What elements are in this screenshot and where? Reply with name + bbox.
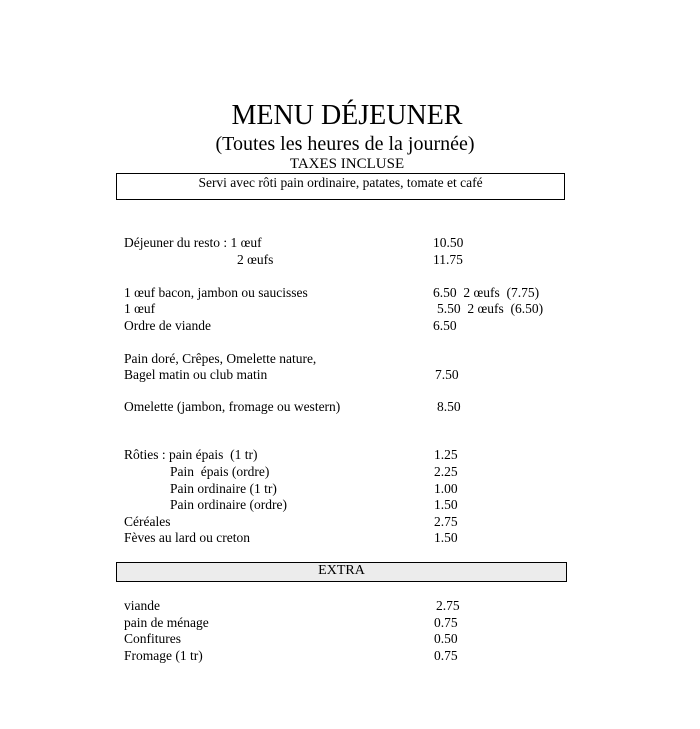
menu-item-price: 5.50 2 œufs (6.50) — [437, 301, 544, 316]
menu-item-price: 11.75 — [433, 252, 463, 267]
menu-item-price: 8.50 — [437, 399, 461, 414]
taxes-note: TAXES INCLUSE — [289, 156, 405, 172]
extra-item-price: 0.75 — [434, 648, 458, 663]
extra-item-label: viande — [124, 598, 160, 613]
menu-item-price: 2.25 — [434, 464, 458, 479]
menu-item-price: 7.50 — [435, 367, 459, 382]
menu-item-label: Fèves au lard ou creton — [124, 530, 250, 545]
extra-item-price: 0.75 — [434, 615, 458, 630]
menu-item-label: Rôties : pain épais (1 tr) — [124, 447, 258, 462]
menu-item-label: Omelette (jambon, fromage ou western) — [124, 399, 341, 414]
page-subtitle: (Toutes les heures de la journée) — [215, 133, 475, 155]
menu-item-price: 6.50 — [433, 318, 457, 333]
menu-item-price: 1.00 — [434, 481, 458, 496]
menu-item-label: Ordre de viande — [124, 318, 211, 333]
extra-heading: EXTRA — [318, 563, 365, 578]
extra-item-price: 2.75 — [436, 598, 460, 613]
menu-item-price: 6.50 2 œufs (7.75) — [433, 285, 540, 300]
menu-item-label: Déjeuner du resto : 1 œuf — [124, 235, 262, 250]
menu-item-price: 1.50 — [434, 497, 458, 512]
menu-item-price: 10.50 — [433, 235, 464, 250]
menu-item-label: Céréales — [124, 514, 171, 529]
extra-item-label: Fromage (1 tr) — [124, 648, 203, 663]
served-with-text: Servi avec rôti pain ordinaire, patates, tomate et café — [198, 175, 483, 190]
page-title: MENU DÉJEUNER — [231, 100, 463, 131]
menu-item-price: 1.25 — [434, 447, 458, 462]
extra-item-label: Confitures — [124, 631, 181, 646]
menu-item-label: Bagel matin ou club matin — [124, 367, 268, 382]
extra-item-label: pain de ménage — [124, 615, 209, 630]
menu-item-label: 1 œuf bacon, jambon ou saucisses — [124, 285, 308, 300]
menu-item-label: Pain épais (ordre) — [170, 464, 270, 479]
menu-item-label: 1 œuf — [124, 301, 156, 316]
menu-item-label: Pain ordinaire (ordre) — [170, 497, 287, 512]
menu-item-price: 1.50 — [434, 530, 458, 545]
menu-item-label: 2 œufs — [237, 252, 274, 267]
extra-item-price: 0.50 — [434, 631, 458, 646]
menu-item-label: Pain ordinaire (1 tr) — [170, 481, 277, 496]
menu-item-price: 2.75 — [434, 514, 458, 529]
menu-item-label: Pain doré, Crêpes, Omelette nature, — [124, 351, 317, 366]
